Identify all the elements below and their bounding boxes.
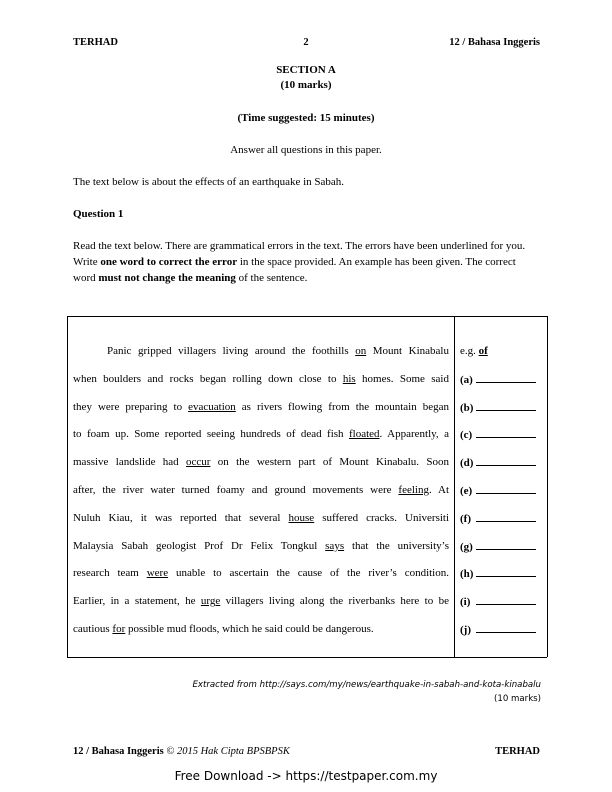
passage-line: Earlier, in a statement, he urge villagers living along the riverbanks here to be xyxy=(73,595,449,608)
total-marks: (10 marks) xyxy=(494,694,541,704)
answer-blank[interactable] xyxy=(476,371,536,383)
intro-text: The text below is about the effects of an earthquake in Sabah. xyxy=(73,176,345,188)
example-answer: e.g. of xyxy=(460,345,488,357)
passage-line: they were preparing to evacuation as rivers flowing from the mountain began xyxy=(73,400,449,413)
header-right: 12 / Bahasa Inggeris xyxy=(449,37,540,48)
answer-slot: (g) xyxy=(460,538,536,555)
underlined-error: evacuation xyxy=(188,400,236,413)
answer-column-divider xyxy=(454,316,455,657)
underlined-error: for xyxy=(112,623,126,635)
passage-line: Panic gripped villagers living around the foothills on Mount Kinabalu xyxy=(107,345,449,357)
source-citation: Extracted from http://says.com/my/news/earthquake-in-sabah-and-kota-kinabalu xyxy=(192,680,541,690)
passage-line: cautious for possible mud floods, which he said could be dangerous. xyxy=(73,623,374,635)
underlined-error: urge xyxy=(200,595,221,608)
answer-slot: (h) xyxy=(460,565,536,582)
answer-blank[interactable] xyxy=(476,510,536,522)
passage-line: Nuluh Kiau, it was reported that several house suffered cracks. Universiti xyxy=(73,511,450,524)
passage-line: massive landslide had occur on the western part of Mount Kinabalu. Soon xyxy=(73,456,449,469)
passage-line: research team were unable to ascertain the cause of the river’s condition. xyxy=(73,567,449,580)
answer-blank[interactable] xyxy=(476,399,536,411)
time-suggested: (Time suggested: 15 minutes) xyxy=(237,112,375,124)
underlined-error: says xyxy=(325,539,345,552)
passage-line: after, the river water turned foamy and ground movements were feeling. At xyxy=(73,484,449,496)
answer-blank[interactable] xyxy=(476,593,536,605)
download-link[interactable]: Free Download -> https://testpaper.com.my xyxy=(174,769,438,783)
answer-slot: (i) xyxy=(460,593,536,610)
question-title: Question 1 xyxy=(73,208,124,220)
answer-blank[interactable] xyxy=(476,454,536,466)
instruction-line-1: Read the text below. There are grammatical errors in the text. The errors have been underlined for you. xyxy=(73,240,526,252)
answer-slot: (e) xyxy=(460,482,536,499)
underlined-error: were xyxy=(146,567,169,580)
question-instructions xyxy=(73,238,538,286)
answer-blank[interactable] xyxy=(476,482,536,494)
footer-right: TERHAD xyxy=(495,746,540,757)
underlined-error: floated xyxy=(349,428,380,441)
answer-blank[interactable] xyxy=(476,621,536,633)
answer-slot: (j) xyxy=(460,621,536,638)
answer-slot: (c) xyxy=(460,426,536,443)
underlined-error: his xyxy=(342,372,356,385)
passage-line: to foam up. Some reported seeing hundreds of dead fish floated. Apparently, a xyxy=(73,428,449,441)
passage-line: Malaysia Sabah geologist Prof Dr Felix Tongkul says that the university’s xyxy=(73,539,450,552)
underlined-error: on xyxy=(355,345,367,357)
box-top-border xyxy=(67,316,547,317)
footer-left: 12 / Bahasa Inggeris © 2015 Hak Cipta BPSBPSK xyxy=(73,746,290,757)
page-number: 2 xyxy=(303,37,309,48)
box-bottom-border xyxy=(67,657,547,658)
passage-line: when boulders and rocks began rolling down close to his homes. Some said xyxy=(73,372,449,385)
answer-blank[interactable] xyxy=(476,426,536,438)
header-left: TERHAD xyxy=(73,37,118,48)
instruction-line-2: Write one word to correct the error in the space provided. An example has been given. The correct word must not change the meaning of the sentence. xyxy=(73,256,516,284)
underlined-error: occur xyxy=(186,456,211,469)
section-instruction: Answer all questions in this paper. xyxy=(230,144,382,156)
answer-slot: (d) xyxy=(460,454,536,471)
underlined-error: feeling xyxy=(398,484,429,496)
section-title: SECTION A xyxy=(276,64,336,76)
answer-slot: (b) xyxy=(460,399,536,416)
section-marks: (10 marks) xyxy=(280,79,332,91)
answer-slot: (a) xyxy=(460,371,536,388)
answer-blank[interactable] xyxy=(476,538,536,550)
underlined-error: house xyxy=(288,511,315,524)
answer-blank[interactable] xyxy=(476,565,536,577)
answer-slot: (f) xyxy=(460,510,536,527)
